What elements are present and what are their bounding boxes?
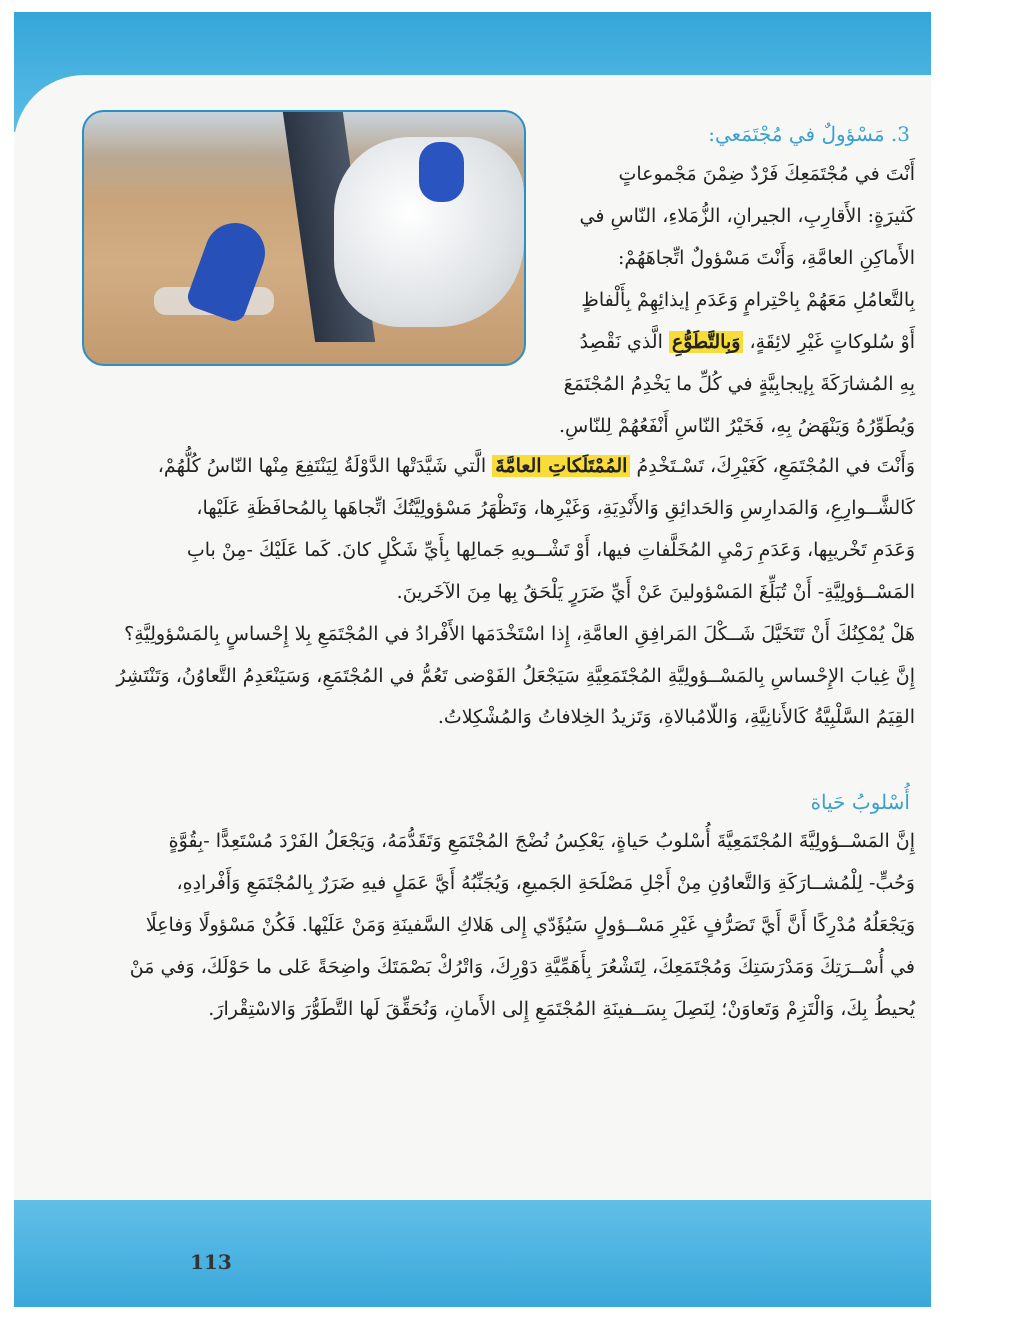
text-part: أَوْ سُلوكاتٍ غَيْرِ لائِقَةٍ،	[743, 331, 915, 353]
text-line: بِهِ المُشارَكَةَ بِإيجابِيَّةٍ في كُلِّ ما يَخْدِمُ المُجْتَمَعَ	[563, 373, 915, 395]
beach-cleanup-photo	[82, 110, 526, 366]
text-line	[158, 455, 915, 477]
photo-glove	[419, 142, 464, 202]
text-line: بِالتَّعامُلِ مَعَهُمْ بِاحْتِرامٍ وَعَدَمِ إيذائِهِمْ بِأَلْفاظٍ	[581, 289, 915, 311]
text-part: وَأَنْتَ في المُجْتَمَعِ، كَغَيْرِكَ، تَسْـتَخْدِمُ	[630, 455, 915, 477]
text-line: كَالشَّــوارِعِ، وَالمَدارِسِ وَالحَدائِقِ وَالأَنْدِيَةِ، وَغَيْرِها، وَتَظْهَرُ مَسْؤولِيَّتُكَ اتِّجاهَها بِالمُحافَظَةِ عَلَيْها،	[196, 497, 915, 519]
page-frame-bottom	[14, 1195, 931, 1307]
page-number: 113	[190, 1250, 232, 1274]
text-line: إِنَّ غِيابَ الإِحْساسِ بِالمَسْــؤولِيَّةِ المُجْتَمَعِيَّةِ سَيَجْعَلُ الفَوْضى تَعُمُّ في المُجْتَمَعِ، وَسَيَنْعَدِمُ التَّعاوُنُ، وَتَنْتَشِرُ	[116, 665, 915, 687]
text-line: كَثيرَةٍ: الأَقارِبِ، الجيرانِ، الزُّمَلاءِ، النّاسِ في	[579, 205, 915, 227]
text-line	[580, 331, 915, 353]
highlighted-term: المُمْتَلَكاتِ العامَّةَ	[492, 455, 630, 477]
text-part: الَّذي نَقْصِدُ	[579, 331, 669, 353]
text-line: المَسْــؤولِيَّةِ- أَنْ تُبَلِّغَ المَسْؤولينَ عَنْ أَيِّ ضَرَرٍ يَلْحَقُ بِها مِنَ الآخَرينَ.	[396, 581, 915, 603]
text-line: وَيَجْعَلُهُ مُدْرِكًا أَنَّ أَيَّ تَصَرُّفٍ غَيْرِ مَسْــؤولٍ سَيُؤَدّي إِلى هَلاكِ السَّفينَةِ وَمَنْ عَلَيْها. فَكُنْ مَسْؤولًا وَفاعِلًا	[145, 914, 915, 936]
text-line: أَنْتَ في مُجْتَمَعِكَ فَرْدٌ ضِمْنَ مَجْموعاتٍ	[618, 163, 915, 185]
text-line: القِيَمُ السَّلْبِيَّةُ كَالأَنانِيَّةِ، وَاللّامُبالاةِ، وَتَزيدُ الخِلافاتُ وَالمُشْكِلاتُ.	[437, 706, 915, 728]
text-line: وَحُبٍّ- لِلْمُشــارَكَةِ وَالتَّعاوُنِ مِنْ أَجْلِ مَصْلَحَةِ الجَميعِ، وَيُجَنِّبُهُ أَيَّ عَمَلٍ فيهِ ضَرَرٌ بِالمُجْتَمَعِ وَأَفْرادِهِ،	[176, 872, 915, 894]
text-line: في أُسْــرَتِكَ وَمَدْرَسَتِكَ وَمُجْتَمَعِكَ، لِتَشْعُرَ بِأَهَمِّيَّةِ دَوْرِكَ، وَاتْرُكْ بَصْمَتَكَ واضِحَةً عَلى ما حَوْلَكَ، وَفي مَنْ	[129, 956, 915, 978]
section-heading: أُسْلوبُ حَياة	[810, 790, 910, 814]
highlighted-term: وَبِالتَّطَوُّعِ	[669, 331, 744, 353]
section-heading: 3. مَسْؤولٌ في مُجْتَمَعي:	[708, 122, 910, 146]
text-line: الأَماكِنِ العامَّةِ، وَأَنْتَ مَسْؤولٌ اتِّجاهَهُمْ:	[617, 247, 915, 269]
text-line: يُحيطُ بِكَ، وَالْتَزِمْ وَتَعاوَنْ؛ لِنَصِلَ بِسَــفينَةِ المُجْتَمَعِ إِلى الأَمانِ، وَنُحَقِّقَ لَها التَّطَوُّرَ وَالاسْتِقْرارَ.	[208, 998, 915, 1020]
text-line: وَيُطَوِّرُهُ وَيَنْهَضُ بِهِ، فَخَيْرُ النّاسِ أَنْفَعُهُمْ لِلنّاسِ.	[559, 415, 915, 437]
text-line: إِنَّ المَسْــؤولِيَّةَ المُجْتَمَعِيَّةَ أُسْلوبُ حَياةٍ، يَعْكِسُ نُضْجَ المُجْتَمَعِ وَتَقَدُّمَهُ، وَيَجْعَلُ الفَرْدَ مُسْتَعِدًّا -بِقُوَّةٍ	[168, 830, 915, 852]
text-part: الَّتي شَيَّدَتْها الدَّوْلَةُ لِيَنْتَفِعَ مِنْها النّاسُ كُلُّهُمْ،	[157, 455, 493, 477]
text-line: هَلْ يُمْكِنُكَ أَنْ تَتَخَيَّلَ شَــكْلَ المَرافِقِ العامَّةِ، إِذا اسْتَخْدَمَها الأَفْرادُ في المُجْتَمَعِ بِلا إِحْساسٍ بِالمَسْؤولِيَّةِ؟	[124, 623, 915, 645]
text-line: وَعَدَمِ تَخْريبِها، وَعَدَمِ رَمْيِ المُخَلَّفاتِ فيها، أَوْ تَشْــويهِ جَمالِها بِأَيِّ شَكْلٍ كانَ. كَما عَلَيْكَ -مِنْ بابِ	[186, 539, 915, 561]
